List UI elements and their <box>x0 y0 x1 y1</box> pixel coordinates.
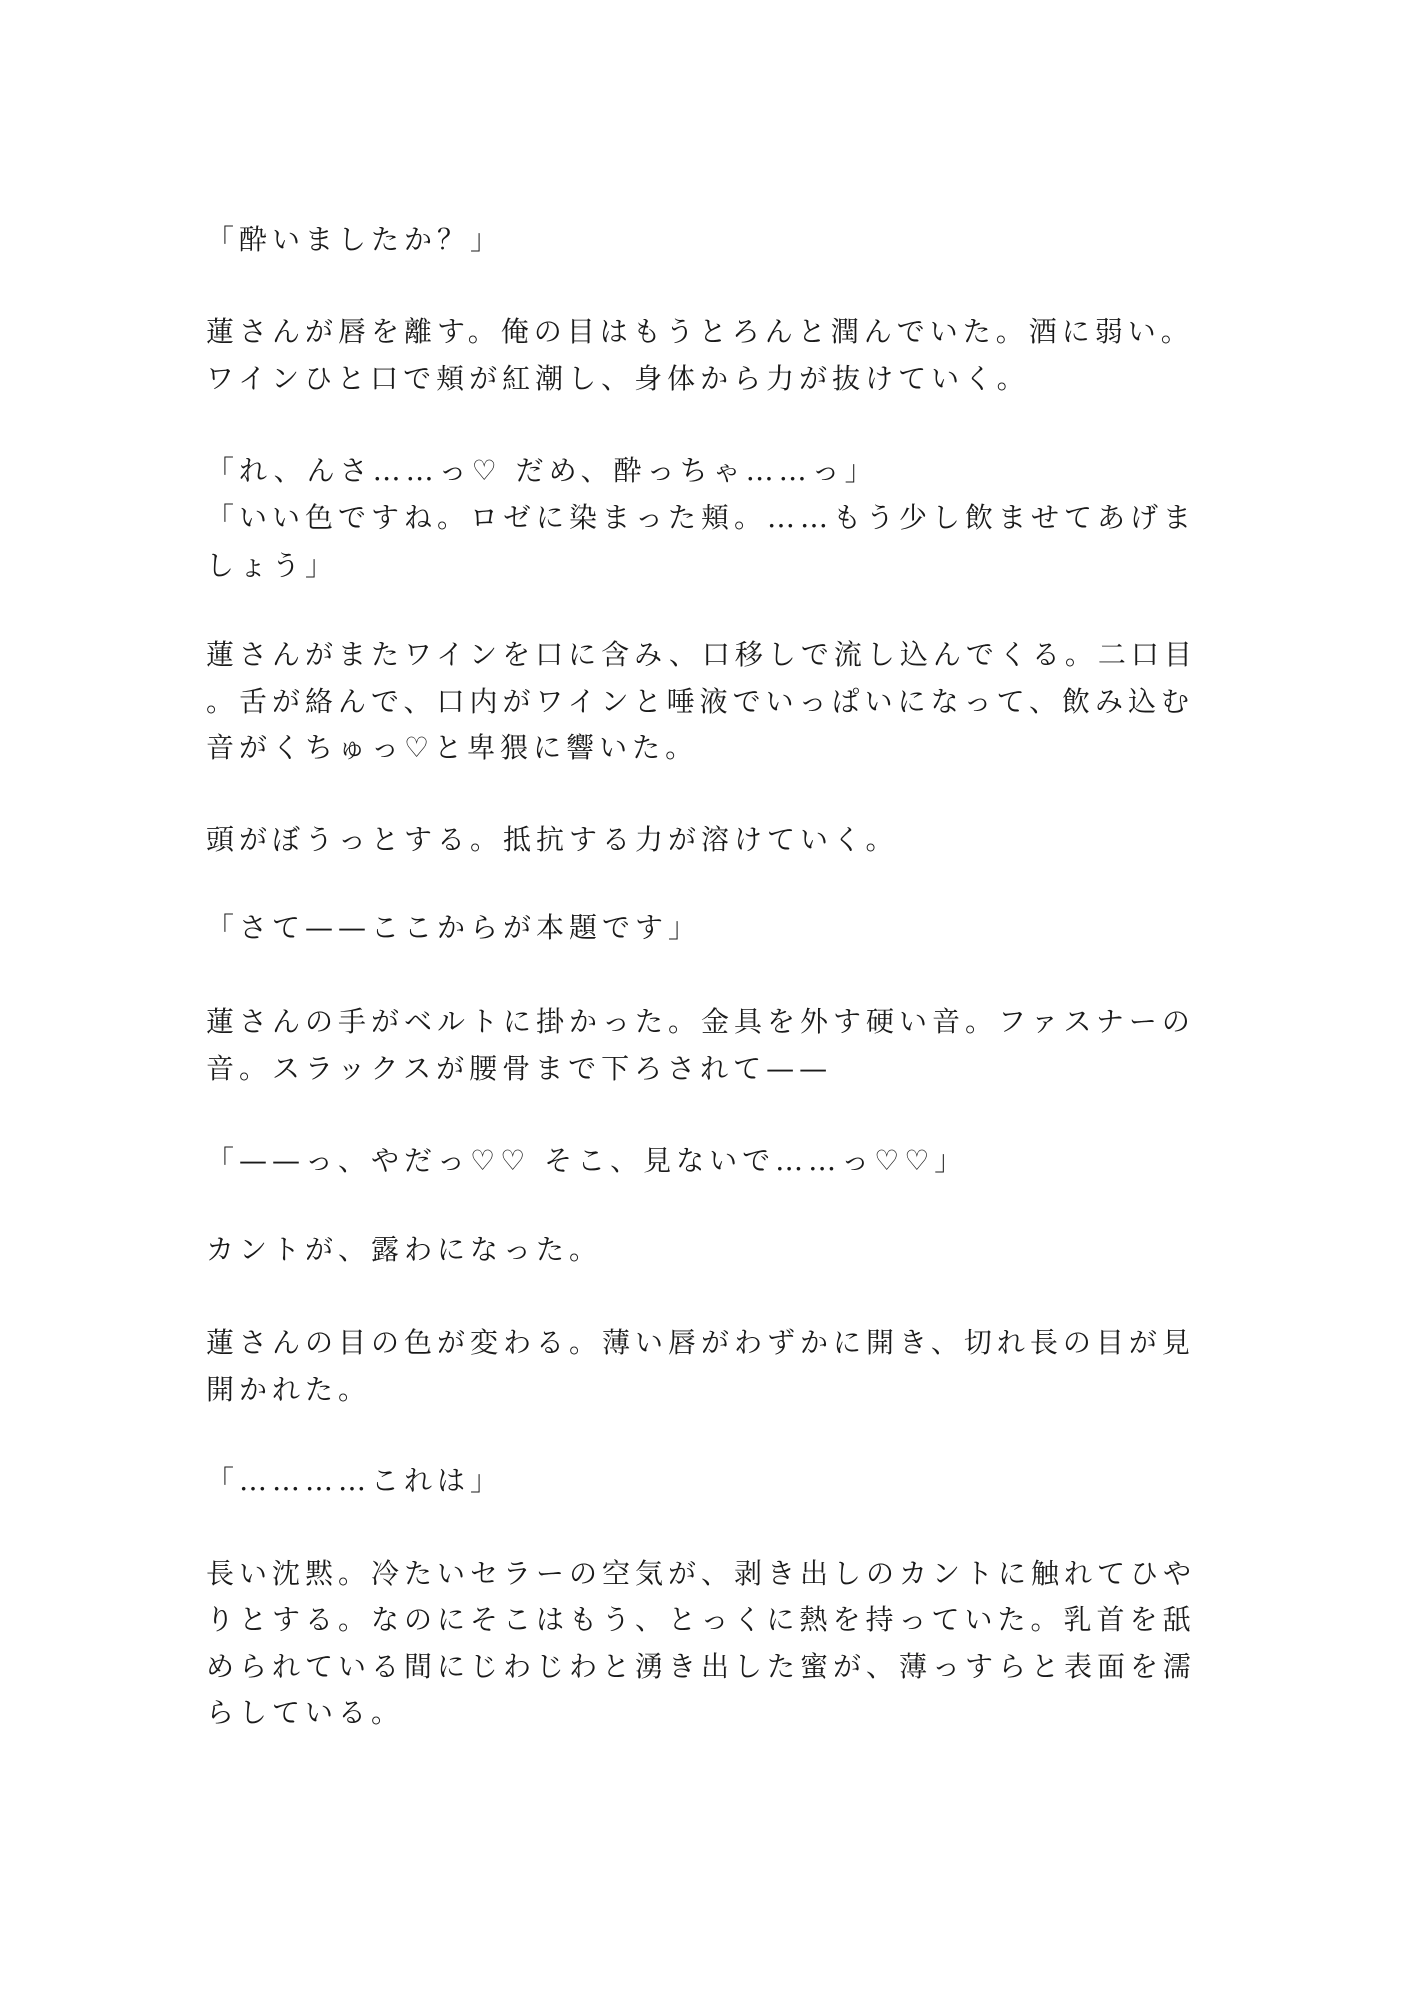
text-line: カントが、露わになった。 <box>206 1233 603 1266</box>
text-line: しょう」 <box>206 549 339 582</box>
text-line: 頭がぼうっとする。抵抗する力が溶けていく。 <box>206 823 899 856</box>
text-line: 音。スラックスが腰骨まで下ろされて—— <box>206 1052 833 1085</box>
text-line: らしている。 <box>206 1696 405 1729</box>
text-line: 「れ、んさ……っ♡ だめ、酔っちゃ……っ」 <box>206 454 878 487</box>
text-line: 蓮さんがまたワインを口に含み、口移しで流し込んでくる。二口目 <box>206 638 1197 671</box>
text-line: りとする。なのにそこはもう、とっくに熱を持っていた。乳首を舐 <box>206 1603 1196 1636</box>
text-line: められている間にじわじわと湧き出した蜜が、薄っすらと表面を濡 <box>206 1650 1197 1683</box>
text-line: 「いい色ですね。ロゼに染まった頬。……もう少し飲ませてあげま <box>206 501 1197 534</box>
text-line: 長い沈黙。冷たいセラーの空気が、剥き出しのカントに触れてひや <box>206 1557 1197 1590</box>
text-line: 蓮さんが唇を離す。俺の目はもうとろんと潤んでいた。酒に弱い。 <box>206 315 1194 348</box>
text-line: 「…………これは」 <box>206 1464 504 1497</box>
text-line: 。舌が絡んで、口内がワインと唾液でいっぱいになって、飲み込む <box>206 685 1195 718</box>
text-line: 蓮さんの手がベルトに掛かった。金具を外す硬い音。ファスナーの <box>206 1005 1195 1038</box>
text-line: 音がくちゅっ♡と卑猥に響いた。 <box>206 731 699 764</box>
text-line: 「さて——ここからが本題です」 <box>206 911 702 944</box>
text-line: 「——っ、やだっ♡♡ そこ、見ないで……っ♡♡」 <box>206 1144 968 1177</box>
text-line: ワインひと口で頬が紅潮し、身体から力が抜けていく。 <box>206 362 1030 395</box>
text-line: 「酔いましたか？」 <box>206 223 504 256</box>
text-line: 開かれた。 <box>206 1373 372 1406</box>
text-line: 蓮さんの目の色が変わる。薄い唇がわずかに開き、切れ長の目が見 <box>206 1326 1195 1359</box>
